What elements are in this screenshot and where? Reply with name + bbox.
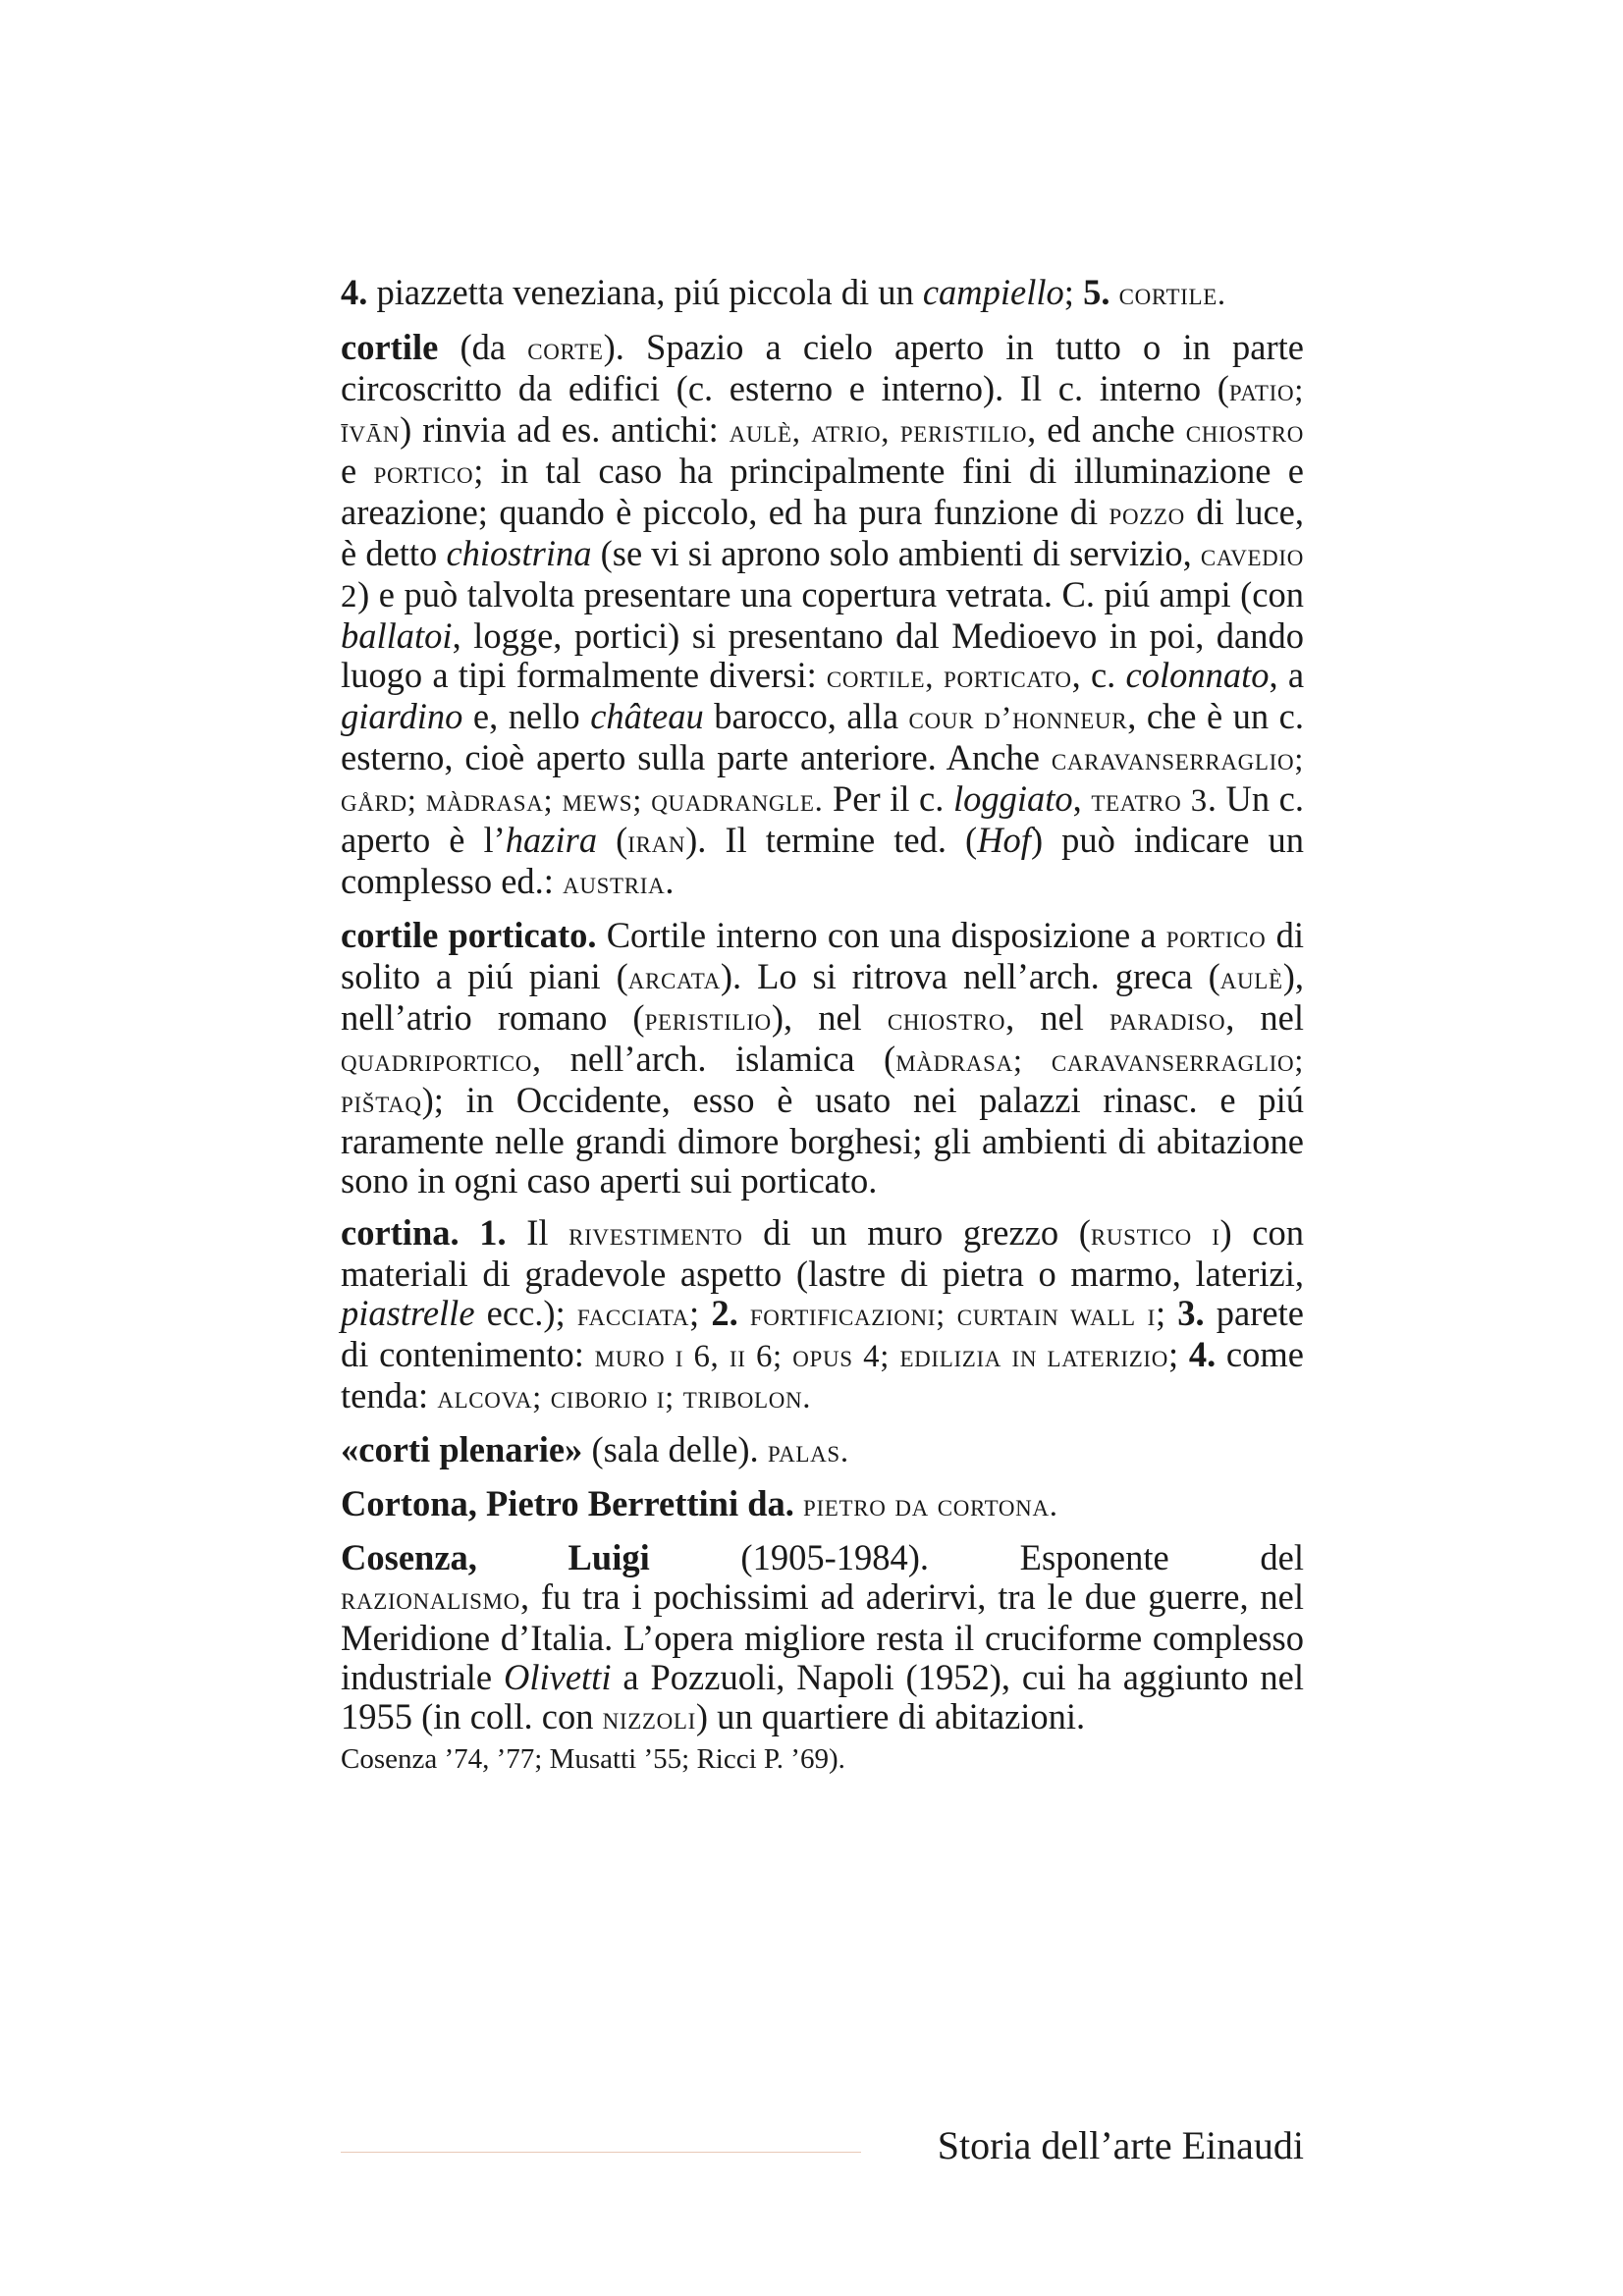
- bibliography-line: Cosenza ’74, ’77; Musatti ’55; Ricci P. ’69).: [341, 1743, 845, 1775]
- entry-headword: cortile: [341, 327, 439, 367]
- cross-reference: cortile.: [1118, 277, 1226, 312]
- entry-cortina: cortina. 1. Il rivestimento di un muro grezzo (rustico i) con materiali di gradevole aspetto (lastre di pietra o marmo, laterizi, piastrelle ecc.); facciata; 2. fortificazioni; curtain wall i; 3. parete di contenimento: muro i 6, ii 6; opus 4; edilizia in laterizio; 4. come tenda: alcova; ciborio i; tribolon.: [341, 1212, 1305, 1415]
- entry-cosenza: Cosenza, Luigi (1905-1984). Esponente del razionalismo, fu tra i pochissimi ad aderirvi, tra le due guerre, nel Meridione d’Italia. L’opera migliore resta il cruciforme complesso industriale Olivetti a Pozzuoli, Napoli (1952), cui ha aggiunto nel 1955 (in coll. con nizzoli) un quartiere di abitazioni.: [341, 1537, 1305, 1736]
- entry-continuation: 4. piazzetta veneziana, piú piccola di un campiello; 5. cortile.: [341, 272, 1226, 312]
- entry-headword: Cortona, Pietro Berrettini da.: [341, 1483, 794, 1523]
- entry-cortona: Cortona, Pietro Berrettini da. pietro da cortona.: [341, 1483, 1058, 1523]
- entry-headword: cortina.: [341, 1212, 460, 1253]
- page-body: [341, 273, 1304, 1804]
- entry-headword: Cosenza, Luigi: [341, 1537, 650, 1577]
- entry-corti-plenarie: «corti plenarie» (sala delle). palas.: [341, 1429, 849, 1469]
- entry-headword: cortile porticato.: [341, 915, 597, 955]
- footer-rule: [341, 2152, 861, 2153]
- entry-cortile-porticato: cortile porticato. Cortile interno con una disposizione a portico di solito a piú piani (arcata). Lo si ritrova nell’arch. greca (aulè), nell’atrio romano (peristilio), nel chiostro, nel paradiso, nel quadriportico, nell’arch. islamica (màdrasa; caravanserraglio; pištaq); in Occidente, esso è usato nei palazzi rinasc. e piú raramente nelle grandi dimore borghesi; gli ambienti di abitazione sono in ogni caso aperti sui porticato.: [341, 915, 1305, 1201]
- entry-cortile: cortile (da corte). Spazio a cielo aperto in tutto o in parte circoscritto da edifici (c. esterno e interno). Il c. interno (patio; īvān) rinvia ad es. antichi: aulè, atrio, peristilio, ed anche chiostro e portico; in tal caso ha principalmente fini di illuminazione e areazione; quando è piccolo, ed ha pura funzione di pozzo di luce, è detto chiostrina (se vi si aprono solo ambienti di servizio, cavedio 2) e può talvolta presentare una copertura vetrata. C. piú ampi (con ballatoi, logge, portici) si presentano dal Medioevo in poi, dando luogo a tipi formalmente diversi: cortile, porticato, c. colonnato, a giardino e, nello château barocco, alla cour d’honneur, che è un c. esterno, cioè aperto sulla parte anteriore. Anche caravanserraglio; gård; màdrasa; mews; quadrangle. Per il c. loggiato, teatro 3. Un c. aperto è l’hazira (iran). Il termine ted. (Hof) può indicare un complesso ed.: austria.: [341, 327, 1305, 901]
- entry-headword: «corti plenarie»: [341, 1429, 583, 1469]
- page-footer: [341, 2110, 1304, 2169]
- footer-title: Storia dell’arte Einaudi: [937, 2123, 1304, 2167]
